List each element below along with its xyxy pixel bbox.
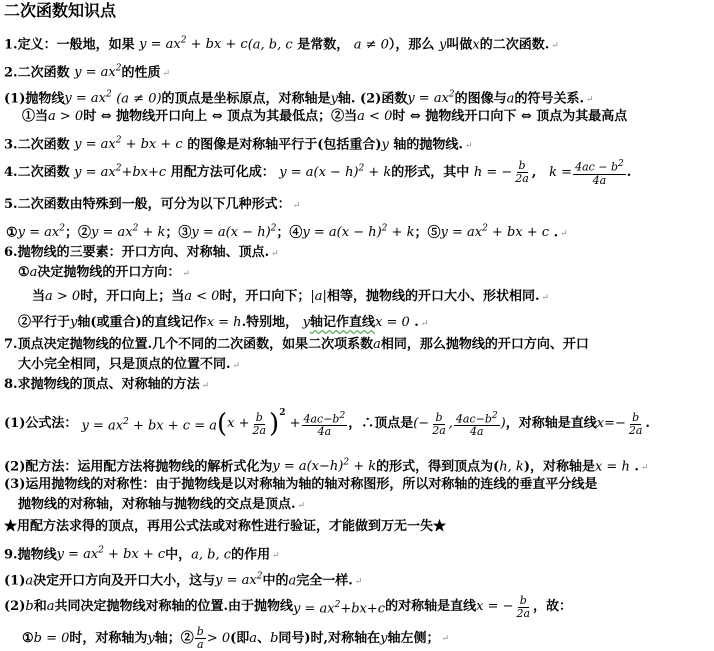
line-9-1: (1)a决定开口方向及开口大小，这与$y = ax^2$中的a完全一样. ↵ [4, 572, 363, 589]
line-5-forms: ①y = $ax^2$；②y = $ax^2 + k$；③y = $a(x - h)^2$；④y = $a(x - h)^2 + k$；⑤y = $ax^2$ + bx + c . ↵ [6, 224, 568, 241]
line-property-2: ①当a > 0时 ⇔ 抛物线开口向上 ⇔ 顶点为其最低点；②当a < 0时 ⇔ 抛物线开口向下 ⇔ 顶点为其最高点 [22, 109, 628, 124]
line-9-2: (2) b 和 a 共同决定抛物线对称轴的位置.由于抛物线 $y = ax^2+bx+c$ 的对称轴是直线 x = − $\frac{b}{2a}$ ，故： [4, 593, 573, 620]
line-8-3a: (3)运用抛物线的对称性：由于抛物线是以对称轴为轴的轴对称图形，所以对称轴的连线的垂直平分线是 [4, 477, 598, 492]
line-3: 3.二次函数 $y = ax^2$ + bx + c 的图像是对称轴平行于(包括重合)y 轴的抛物线. ↵ [4, 136, 473, 153]
line-6-3: ②平行于y轴(或重合)的直线记作x = h.特别地， y轴记作直线x = 0 . ↵ [18, 315, 429, 330]
line-8-3b: 抛物线的对称轴，对称轴与抛物线的交点是顶点. ↵ [18, 497, 306, 512]
line-8-1: (1)公式法： $y = ax^2$ + bx + c = a ( x + $\frac{b}{2a}$ ) $^2$ + $\frac{4ac-b^2}{4a}$ ，∴顶点是 (− $\frac{b}{2a}$ , $\frac{4ac-b^2}{4a}$ ) ，对称轴是直线 x=− $\frac{b}{2a}$ . [4, 408, 650, 439]
line-4: 4.二次函数 $y = ax^2+bx+c$ 用配方法可化成： $y = a(x - h)^2 + k$的形式，其中 h = − $\frac{b}{2a}$ , k = $\frac{4ac - b^2}{4a}$ . [4, 158, 632, 187]
line-9-3: ① b = 0 时，对称轴为 y 轴；② $\frac{b}{a}$ > 0 (即 a 、 b 同号)时,对称轴在 y 轴左侧； ↵ [22, 625, 450, 651]
doc-title: 二次函数知识点 [4, 1, 117, 20]
line-property-1: (1)抛物线$y = ax^2$ (a ≠ 0)的顶点是坐标原点，对称轴是y轴. (2)函数$y = ax^2$的图像与a的符号关系. ↵ [4, 90, 594, 107]
line-5: 5.二次函数由特殊到一般，可分为以下几种形式： ↵ [4, 197, 301, 212]
line-9: 9.抛物线$y = ax^2$ + bx + c中，a, b, c的作用 ↵ [4, 546, 280, 563]
line-property: 2.二次函数 $y = ax^2$的性质 ↵ [4, 64, 170, 81]
line-definition: 1.定义：一般地，如果 $y = ax^2$ + bx + c(a, b, c 是常数， a ≠ 0），那么 y叫做x的二次函数. ↵ [4, 36, 559, 53]
line-6-1: ①a决定抛物线的开口方向： ↵ [18, 265, 190, 280]
line-6: 6.抛物线的三要素：开口方向、对称轴、顶点. ↵ [4, 245, 279, 260]
line-8: 8.求抛物线的顶点、对称轴的方法 ↵ [4, 377, 210, 392]
line-6-2: 当a > 0时，开口向上；当a < 0时，开口向下；|a|相等，抛物线的开口大小、形状相同. ↵ [32, 289, 550, 304]
line-7a: 7.顶点决定抛物线的位置.几个不同的二次函数，如果二次项系数a相同，那么抛物线的开口方向、开口 [4, 337, 589, 352]
line-star: ★用配方法求得的顶点，再用公式法或对称性进行验证，才能做到万无一失★ [4, 519, 447, 534]
line-7b: 大小完全相同，只是顶点的位置不同. ↵ [18, 357, 241, 372]
line-8-2: (2)配方法：运用配方法将抛物线的解析式化为$y = a(x-h)^2 + k$的形式，得到顶点为(h, k)，对称轴是x = h . ↵ [4, 458, 649, 475]
